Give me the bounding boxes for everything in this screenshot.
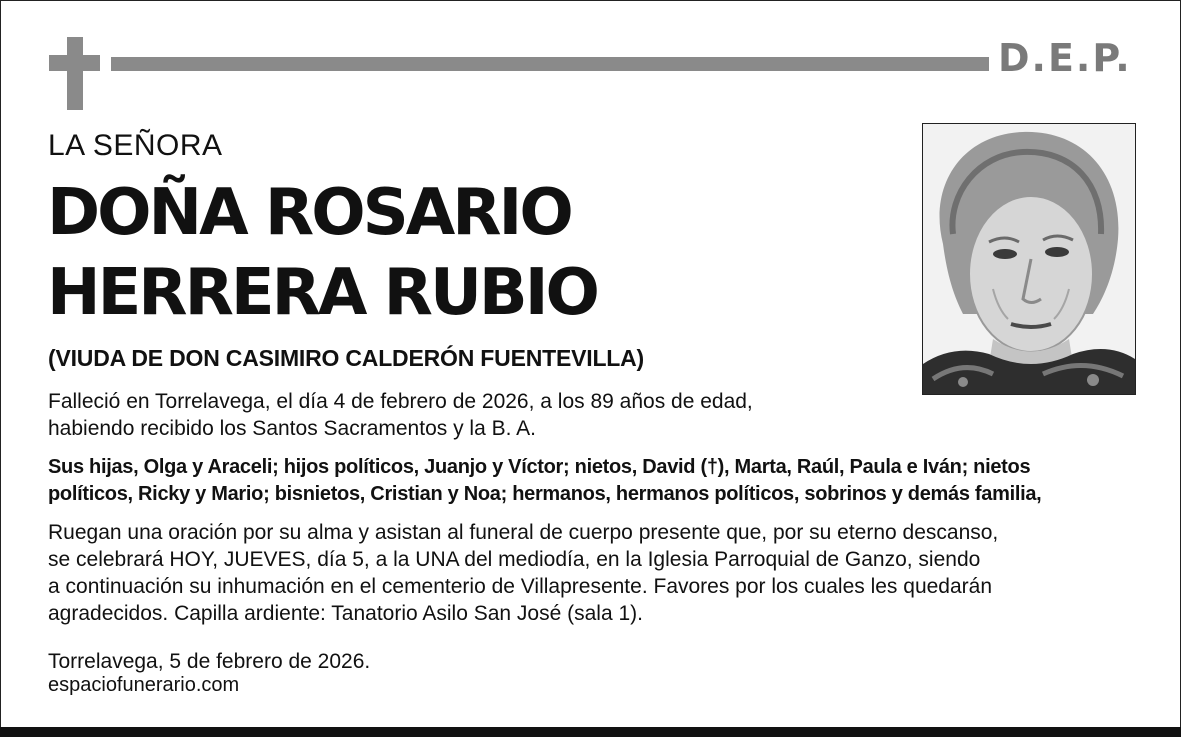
service-line: agradecidos. Capilla ardiente: Tanatorio Asilo San José (sala 1). — [48, 602, 643, 625]
widow-line: (VIUDA DE DON CASIMIRO CALDERÓN FUENTEVILLA) — [48, 345, 645, 371]
family-paragraph — [48, 454, 1041, 508]
family-line: políticos, Ricky y Mario; bisnietos, Cristian y Noa; hermanos, hermanos políticos, sobrinos y demás familia, — [48, 483, 1042, 505]
portrait-photo — [922, 123, 1136, 395]
service-line: se celebrará HOY, JUEVES, día 5, a la UNA del mediodía, en la Iglesia Parroquial de Ganzo, siendo — [48, 548, 981, 571]
family-line: Sus hijas, Olga y Araceli; hijos políticos, Juanjo y Víctor; nietos, David (†), Marta, Raúl, Paula e Iván; nietos — [48, 456, 1031, 478]
death-line: Falleció en Torrelavega, el día 4 de febrero de 2026, a los 89 años de edad, — [48, 390, 753, 413]
deceased-name-line2: HERRERA RUBIO — [47, 256, 597, 330]
website-link[interactable]: espaciofunerario.com — [48, 674, 240, 696]
cross-icon-bar — [49, 55, 100, 71]
title-prefix: LA SEÑORA — [48, 129, 223, 162]
deceased-name-line1: DOÑA ROSARIO — [47, 176, 571, 250]
dep-label: D.E.P. — [998, 36, 1132, 80]
place-date: Torrelavega, 5 de febrero de 2026. — [48, 650, 371, 673]
service-paragraph — [48, 519, 998, 627]
cross-icon — [67, 37, 83, 110]
death-paragraph — [48, 388, 753, 442]
header-rule — [111, 57, 989, 71]
service-line: Ruegan una oración por su alma y asistan al funeral de cuerpo presente que, por su eterno descanso, — [48, 521, 999, 544]
service-line: a continuación su inhumación en el cementerio de Villapresente. Favores por los cuales les quedarán — [48, 575, 993, 598]
bottom-border — [0, 727, 1181, 737]
portrait-image — [923, 124, 1135, 394]
death-line: habiendo recibido los Santos Sacramentos y la B. A. — [48, 417, 536, 440]
